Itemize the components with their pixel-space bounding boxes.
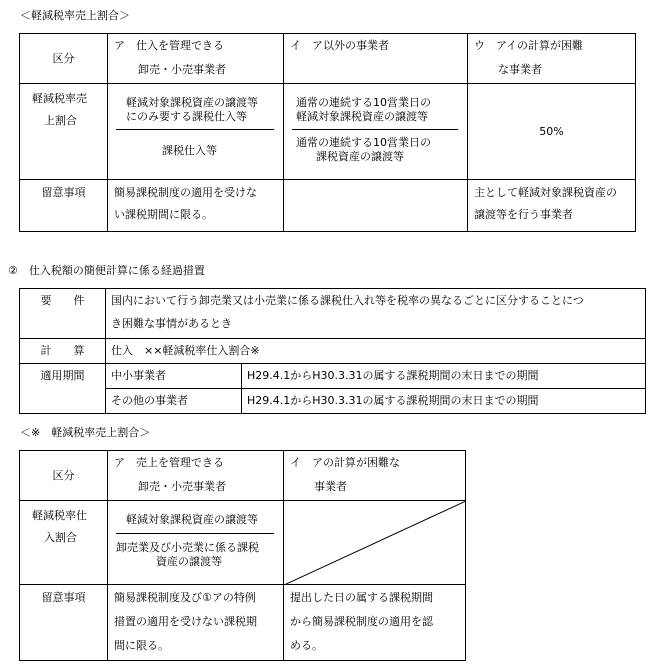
reduced-rate-purchase-ratio-table — [19, 450, 466, 661]
calc-value: 仕入 ××軽減税率仕入割合※ — [106, 339, 646, 364]
row-label-rate: 軽減税率売 上割合 — [20, 84, 108, 180]
section2-heading: ② 仕入税額の簡便計算に係る経過措置 — [8, 264, 205, 277]
i-rate-fraction: 通常の連続する10営業日の 軽減対象課税資産の譲渡等 通常の連続する10営業日の 課税資産の譲渡等 — [284, 84, 468, 180]
diagonal-strike-line — [284, 501, 466, 585]
period-who: 中小事業者 — [106, 364, 242, 389]
req-label: 要 件 — [20, 289, 106, 339]
a-note: 簡易課税制度及び①アの特例 措置の適用を受けない課税期 間に限る。 — [108, 585, 284, 661]
period-label: 適用期間 — [20, 364, 106, 414]
header-col-u: ウ アイの計算が困難 な事業者 — [468, 34, 636, 84]
i-note — [284, 180, 468, 232]
reduced-rate-sales-ratio-table — [19, 33, 636, 232]
row-label-note: 留意事項 — [20, 180, 108, 232]
section1-heading: ＜軽減税率売上割合＞ — [20, 9, 130, 22]
section3-heading: ＜※ 軽減税率売上割合＞ — [20, 426, 151, 439]
a-rate-fraction: 軽減対象課税資産の譲渡等 卸売業及び小売業に係る課税 資産の譲渡等 — [108, 501, 284, 585]
header-kubun: 区分 — [20, 34, 108, 84]
fraction-bar — [116, 129, 274, 130]
period-range: H29.4.1からH30.3.31の属する課税期間の末日までの期間 — [242, 364, 646, 389]
header-col-a: ア 仕入を管理できる 卸売・小売事業者 — [108, 34, 284, 84]
row-label-note: 留意事項 — [20, 585, 108, 661]
fraction-bar — [116, 533, 274, 534]
a-rate-fraction: 軽減対象課税資産の譲渡等 にのみ要する課税仕入等 課税仕入等 — [108, 84, 284, 180]
period-who: その他の事業者 — [106, 389, 242, 414]
u-rate-value: 50% — [468, 84, 636, 180]
i-rate-not-applicable — [284, 501, 466, 585]
a-note: 簡易課税制度の適用を受けな い課税期間に限る。 — [108, 180, 284, 232]
header-col-i: イ ア以外の事業者 — [284, 34, 468, 84]
header-col-i: イ アの計算が困難な 事業者 — [284, 451, 466, 501]
u-note: 主として軽減対象課税資産の 譲渡等を行う事業者 — [468, 180, 636, 232]
req-text: 国内において行う卸売業又は小売業に係る課税仕入れ等を税率の異なるごとに区分することにつ き困難な事情があるとき — [106, 289, 646, 339]
fraction-bar — [292, 129, 458, 130]
header-col-a: ア 売上を管理できる 卸売・小売事業者 — [108, 451, 284, 501]
row-label-rate: 軽減税率仕 入割合 — [20, 501, 108, 585]
header-kubun: 区分 — [20, 451, 108, 501]
calc-label: 計 算 — [20, 339, 106, 364]
i-note: 提出した日の属する課税期間 から簡易課税制度の適用を認 める。 — [284, 585, 466, 661]
transitional-measure-table — [19, 288, 646, 414]
period-range: H29.4.1からH30.3.31の属する課税期間の末日までの期間 — [242, 389, 646, 414]
